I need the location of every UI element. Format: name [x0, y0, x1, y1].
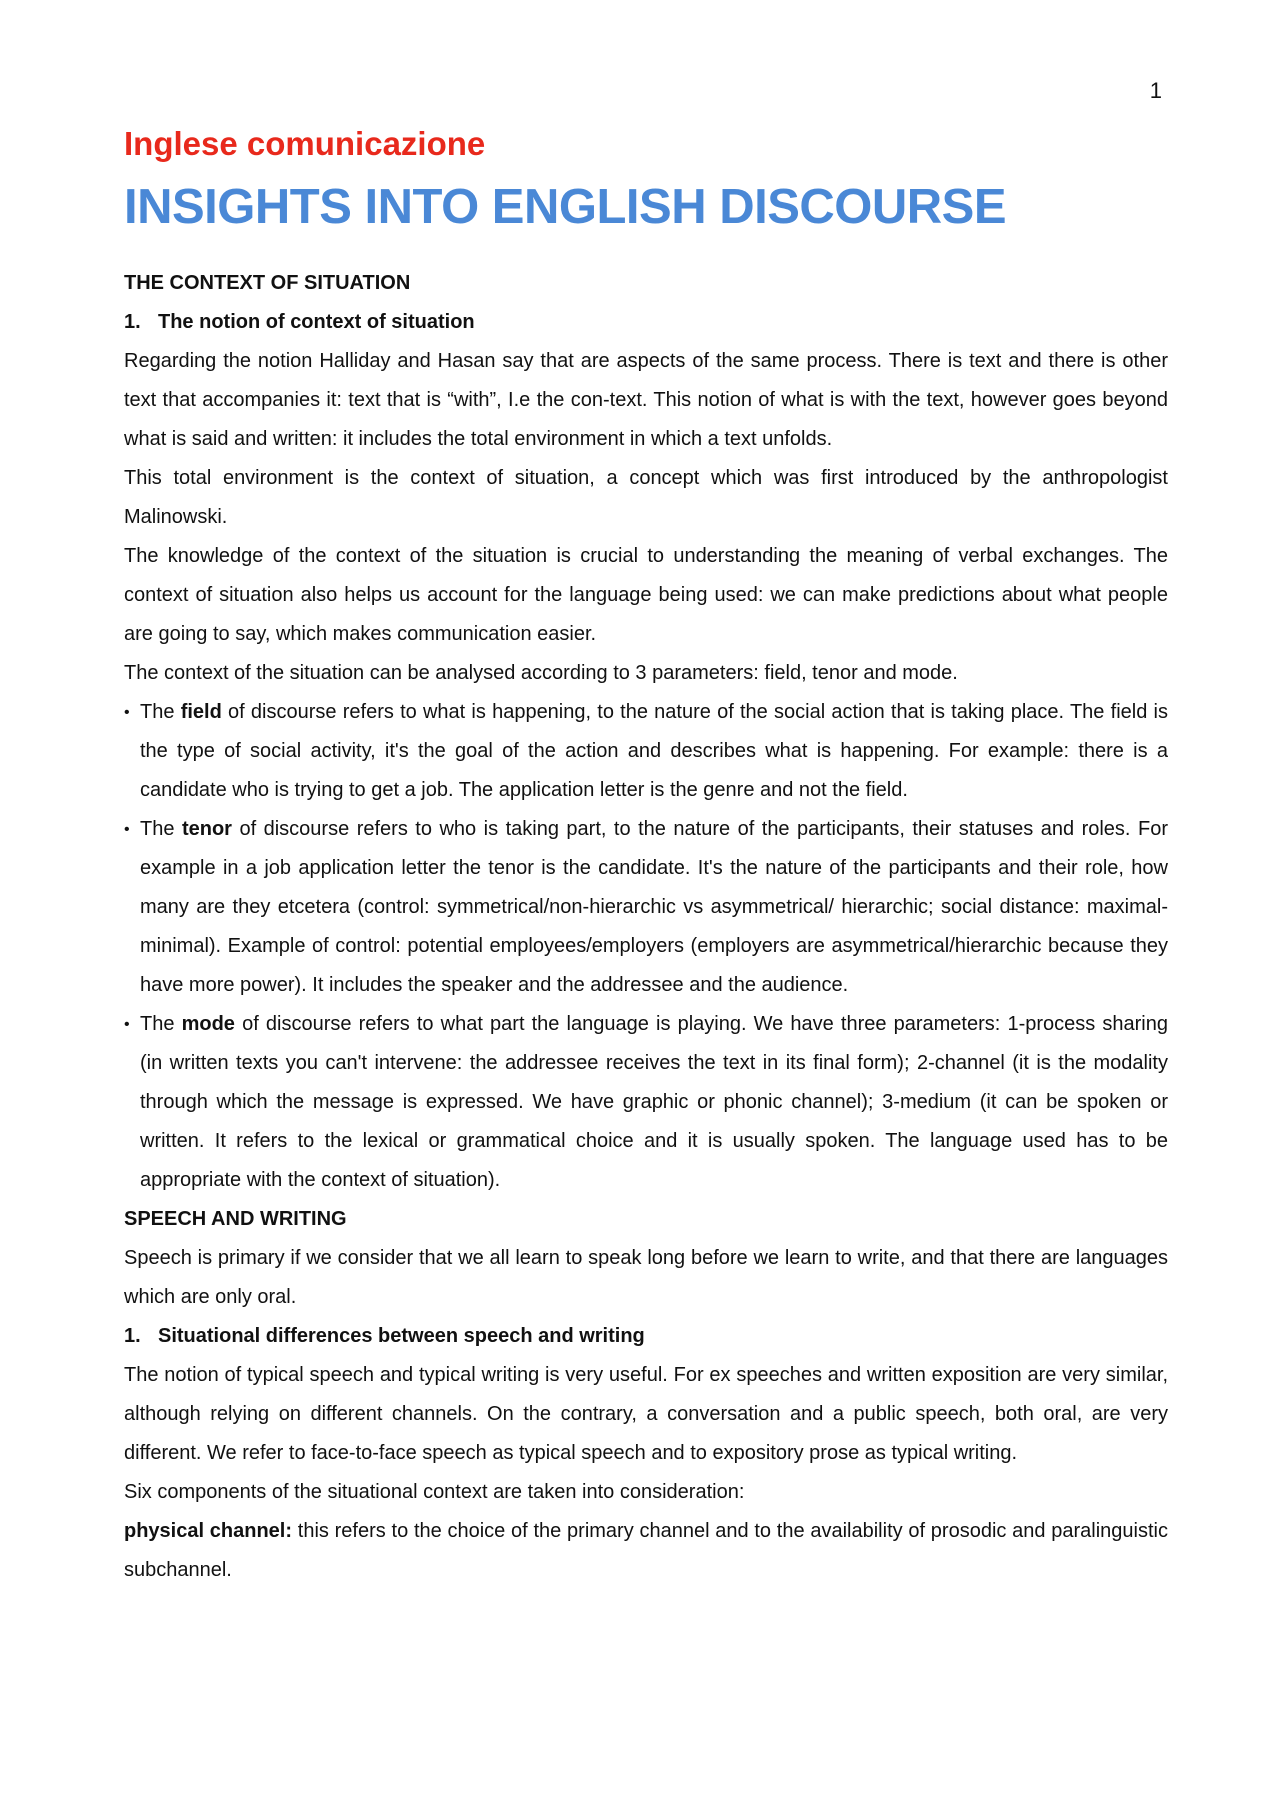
- document-subtitle: Inglese comunicazione: [124, 125, 486, 162]
- paragraph: Six components of the situational context are taken into consideration:: [124, 1481, 745, 1503]
- bullet-icon: •: [124, 704, 130, 721]
- document-title: INSIGHTS INTO ENGLISH DISCOURSE: [124, 180, 1007, 234]
- subheading-text: The notion of context of situation: [158, 311, 475, 333]
- subheading-notion: [124, 303, 1168, 342]
- paragraph-physical-channel: physical channel: this refers to the choice of the primary channel and to the availability of prosodic and paralinguistic subchannel.: [124, 1520, 1168, 1581]
- paragraph: Regarding the notion Halliday and Hasan say that are aspects of the same process. There is text and there is other text that accompanies it: text that is “with”, I.e the con-text. This notion of what is with the text, however goes beyond what is said and written: it includes the total environment in which a text unfolds.: [124, 350, 1168, 450]
- paragraph: This total environment is the context of situation, a concept which was first introduced by the anthropologist Malinowski.: [124, 467, 1168, 528]
- section-heading-speech-writing: SPEECH AND WRITING: [124, 1208, 347, 1230]
- term-mode: mode: [181, 1013, 235, 1035]
- term-tenor: tenor: [181, 818, 232, 840]
- bullet-icon: •: [124, 821, 130, 838]
- bullet-icon: •: [124, 1016, 130, 1033]
- paragraph: The notion of typical speech and typical writing is very useful. For ex speeches and written exposition are very similar, although relying on different channels. On the contrary, a conversation and a public speech, both oral, are very different. We refer to face-to-face speech as typical speech and to expository prose as typical writing.: [124, 1364, 1168, 1464]
- subheading-text: Situational differences between speech and writing: [158, 1325, 645, 1347]
- page-number: 1: [1149, 78, 1162, 103]
- subheading-number: 1.: [124, 311, 141, 333]
- list-item-field: • The field of discourse refers to what is happening, to the nature of the social action that is taking place. The field is the type of social activity, it's the goal of the action and describes what is happening. For example: there is a candidate who is trying to get a job. The application letter is the genre and not the field.: [124, 693, 1168, 810]
- term-physical-channel: physical channel:: [124, 1520, 293, 1542]
- list-item-tenor: • The tenor of discourse refers to who is taking part, to the nature of the participants, their statuses and roles. For example in a job application letter the tenor is the candidate. It's the nature of the participants and their role, how many are they etcetera (control: symmetrical/non-hierarchic vs asymmetrical/ hierarchic; social distance: maximal-minimal). Example of control: potential employees/employers (employers are asymmetrical/hierarchic because they have more power). It includes the speaker and the addressee and the audience.: [124, 810, 1168, 1005]
- paragraph: Speech is primary if we consider that we all learn to speak long before we learn to write, and that there are languages which are only oral.: [124, 1247, 1168, 1308]
- parameters-list: [124, 693, 1168, 1200]
- page-content: [124, 122, 1168, 1590]
- paragraph: The knowledge of the context of the situation is crucial to understanding the meaning of verbal exchanges. The context of situation also helps us account for the language being used: we can make predictions about what people are going to say, which makes communication easier.: [124, 545, 1168, 645]
- section-heading-context: THE CONTEXT OF SITUATION: [124, 272, 411, 294]
- paragraph: The context of the situation can be analysed according to 3 parameters: field, tenor and mode.: [124, 662, 958, 684]
- list-item-mode: • The mode of discourse refers to what part the language is playing. We have three parameters: 1-process sharing (in written texts you can't intervene: the addressee receives the text in its final form); 2-channel (it is the modality through which the message is expressed. We have graphic or phonic channel); 3-medium (it can be spoken or written. It refers to the lexical or grammatical choice and it is usually spoken. The language used has to be appropriate with the context of situation).: [124, 1005, 1168, 1200]
- subheading-number: 1.: [124, 1325, 141, 1347]
- subheading-situational-differences: [124, 1317, 1168, 1356]
- term-field: field: [180, 701, 222, 723]
